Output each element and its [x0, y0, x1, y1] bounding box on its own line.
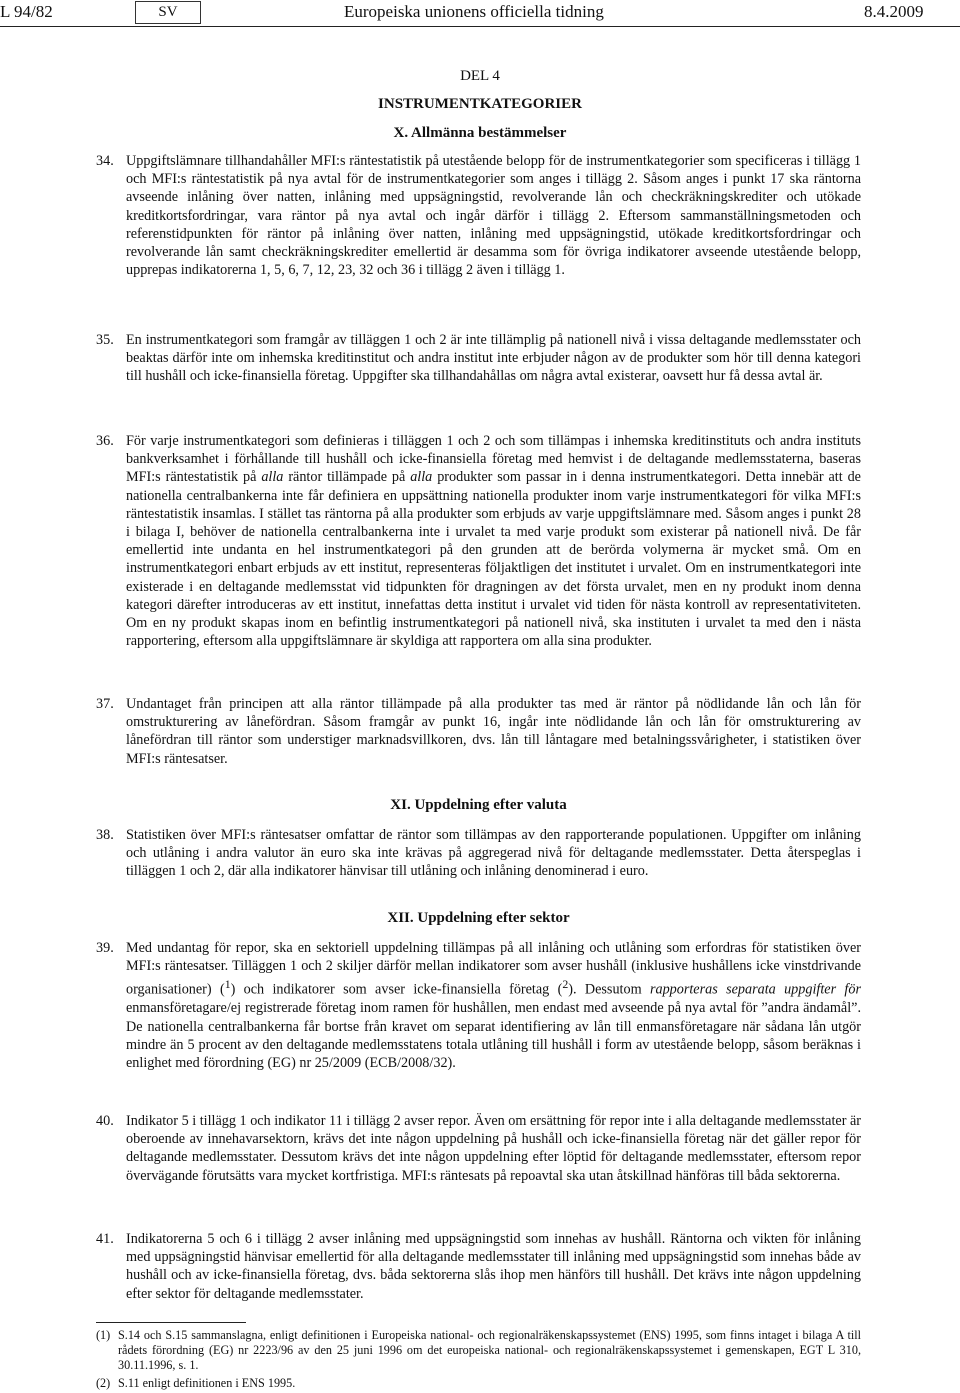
- section-heading-xi: XI. Uppdelning efter valuta: [390, 797, 567, 813]
- journal-title: Europeiska unionens officiella tidning: [344, 2, 604, 21]
- section-heading-xii: XII. Uppdelning efter sektor: [387, 910, 570, 926]
- paragraph-number: 37.: [96, 696, 114, 712]
- publication-date: 8.4.2009: [864, 2, 924, 21]
- paragraph-41: [96, 1230, 861, 1303]
- paragraph-text: För varje instrumentkategori som definieras i tilläggen 1 och 2 och som tillämpas i inhemska kreditinstituts och andra instituts bankverksamhet i förhållande till hushåll och icke-finansiella företag med hemvist i de deltagande medlemsstaterna, baseras MFI:s räntestatistik på alla räntor tillämpade på alla produkter som passar in i denna instrumentkategori. Detta innebär att de nationella centralbankerna inte får definiera en uppsättning nationella produkter inom varje instrumentkategori för vilka MFI:s räntestatistik insamlas. I stället tas räntorna på alla produkter som erbjuds av varje uppgiftslämnare med. Såsom anges i punkt 28 i bilaga I, behöver de nationella centralbankerna inte i urvalet ta med varje produkt som existerar på nationell nivå. De får emellertid inte undanta en hel instrumentkategori på den grunden att de berörda volymerna är mycket små. Om en instrumentkategori enbart erbjuds av ett institut, representeras följaktligen det institutet i urvalet. Om en instrumentkategori inte existerade i en deltagande medlemsstat vid tidpunkten för dragningen av det första urvalet, men en ny produkt inom denna kategori därefter introduceras av ett institut, innefattas detta institut i urvalet vid tiden för nästa kontroll av representativiteten. Om en ny produkt skapas inom en befintlig instrumentkategori på nationell nivå, ska instituten i urvalet ta med den i nästa rapportering, eftersom alla uppgiftslämnare är skyldiga att rapportera om alla sina produkter.: [126, 433, 861, 650]
- part-title: DEL 4: [460, 68, 500, 84]
- page-reference: L 94/82: [0, 2, 53, 21]
- paragraph-39: [96, 939, 861, 1072]
- footnote-text: S.14 och S.15 sammanslagna, enligt definitionen i Europeiska national- och regionalräkenskapssystemet (ENS) 1995, som finns intaget i bilaga A till rådets förordning (EG) nr 2223/96 av den 25 juni 1996 om det europeiska national- och regionalräkenskapssystemet i gemenskapen, EGT L 310, 30.11.1996, s. 1.: [118, 1328, 861, 1372]
- header-rule: [0, 26, 960, 27]
- paragraph-text: Indikatorerna 5 och 6 i tillägg 2 avser inlåning med uppsägningstid som innehas av hushåll. Räntorna och vikten för inlåning med uppsägningstid hänvisar emellertid för alla deltagande medlemsstater till inlåning med uppsägningstid som innehas både av hushåll och av icke-finansiella företag, dvs. båda sektorerna slås ihop men hänförs till hushåll. Det krävs inte någon uppdelning efter sektor för deltagande medlemsstater.: [126, 1231, 861, 1302]
- paragraph-number: 34.: [96, 153, 114, 169]
- footnote-ref: 1: [224, 977, 231, 992]
- paragraph-number: 36.: [96, 433, 114, 449]
- footnote-ref: 2: [562, 977, 569, 992]
- emphasis-alla: alla: [261, 469, 284, 486]
- emphasis-text: rapporteras separata uppgifter för: [649, 982, 861, 999]
- paragraph-text: Statistiken över MFI:s räntesatser omfattar de räntor som tillämpas av den rapporterande populationen. Uppgifter om inlåning och utlåning i andra valutor än euro ska inte krävas på aggregerad nivå för deltagande medlemsstater. Detta återspeglas i tilläggen 1 och 2, där alla indikatorer hänvisar till utlåning och inlåning denominerad i euro.: [126, 827, 861, 880]
- paragraph-35: [96, 331, 861, 386]
- footnote-number: (1): [96, 1328, 111, 1342]
- paragraph-number: 40.: [96, 1113, 114, 1129]
- footnote-2: [96, 1376, 861, 1391]
- footnote-rule: [96, 1322, 246, 1323]
- language-code-box: SV: [135, 1, 201, 24]
- paragraph-text: Undantaget från principen att alla räntor tillämpade på alla produkter tas med är räntor på nödlidande lån och lån för omstrukturering av lånefördran. Såsom framgår av punkt 16, ingår inte nödlidande lån och lån för omstrukturering av lånefördran till räntor som understiger marknadsvillkoren, dvs. lån till låntagare med betalningssvårigheter, i statistiken över MFI:s räntesatser.: [126, 696, 861, 767]
- emphasis-alla: alla: [410, 469, 433, 486]
- paragraph-40: [96, 1112, 861, 1185]
- footnote-1: [96, 1328, 861, 1373]
- footnote-text: S.11 enligt definitionen i ENS 1995.: [118, 1376, 296, 1390]
- paragraph-text: Indikator 5 i tillägg 1 och indikator 11 i tillägg 2 avser repor. Även om ersättning för repor inte i alla deltagande medlemsstater är oberoende av innehavarsektorn, krävs det inte någon uppdelning på hushåll och icke-finansiella företag när det gäller repor för deltagande medlemsstater. Dessutom krävs det inte någon uppdelning efter löptid för deltagande medlemsstater, eftersom repor övervägande förutsätts vara mycket kortfristiga. MFI:s räntesats på repoavtal ska utan åtskillnad hänföras till båda sektorerna.: [126, 1113, 861, 1184]
- paragraph-number: 41.: [96, 1231, 114, 1247]
- paragraph-text: Uppgiftslämnare tillhandahåller MFI:s räntestatistik på utestående belopp för de instrumentkategorier som specificeras i tillägg 1 och MFI:s räntestatistik på nya avtal för de instrumentkategorier som anges i tillägg 2. Såsom anges i punkt 17 ska räntorna avseende inlåning över natten, inlåning med uppsägningstid, revolverande lån och checkräkningskrediter och utökade kreditkortsfordringar, vara räntor på nya avtal och ingår därför i tillägg 2. Eftersom sammanställningsmetoden och referenstidpunkten för räntor på inlåning över natten, inlåning med uppsägningstid, utökade kreditkortsfordringar och revolverande lån samt checkräkningskrediter emellertid är desamma som för övriga indikatorer avseende utestående belopp, upprepas indikatorerna 1, 5, 6, 7, 12, 23, 32 och 36 i tillägg 2 även i tillägg 1.: [126, 153, 861, 279]
- paragraph-38: [96, 826, 861, 881]
- section-heading-x: X. Allmänna bestämmelser: [393, 125, 567, 141]
- paragraph-number: 39.: [96, 940, 114, 956]
- paragraph-text: En instrumentkategori som framgår av tilläggen 1 och 2 är inte tillämplig på nationell nivå i vissa deltagande medlemsstater och beaktas därför inte om inhemska kreditinstitut och andra institut inte erbjuder någon av de produkter som hör till denna kategori till hushåll och icke-finansiella företag. Uppgifter ska tillhandahållas om några avtal existerar, oavsett hur få dessa avtal är.: [126, 332, 861, 385]
- footnote-number: (2): [96, 1376, 111, 1390]
- paragraph-36: [96, 432, 861, 650]
- paragraph-34: [96, 152, 861, 279]
- part-subtitle: INSTRUMENTKATEGORIER: [378, 96, 582, 112]
- paragraph-number: 38.: [96, 827, 114, 843]
- paragraph-37: [96, 695, 861, 768]
- paragraph-text: Med undantag för repor, ska en sektoriell uppdelning tillämpas på all inlåning och utlåning som erfordras för statistiken över MFI:s räntesatser. Tilläggen 1 och 2 skiljer därför mellan indikatorer som avser hushåll (inklusive hushållens icke vinstdrivande organisationer) ($^1$) och indikatorer som avser icke-finansiella företag ($^2$). Dessutom rapporteras separata uppgifter för enmansföretagare/ej registrerade företag inom ramen för hushållen, men endast med avseende på nya avtal för ”andra ändamål”. De nationella centralbankerna får bortse från kravet om separat identifiering av lån till enmansföretagare när sådana lån utgör mindre än 5 procent av den deltagande medlemsstatens totala utlåning till hushåll i form av utestående belopp, såsom beräknas i enlighet med förordning (EG) nr 25/2009 (ECB/2008/32).: [126, 940, 861, 1071]
- paragraph-number: 35.: [96, 332, 114, 348]
- page-header: [0, 0, 960, 26]
